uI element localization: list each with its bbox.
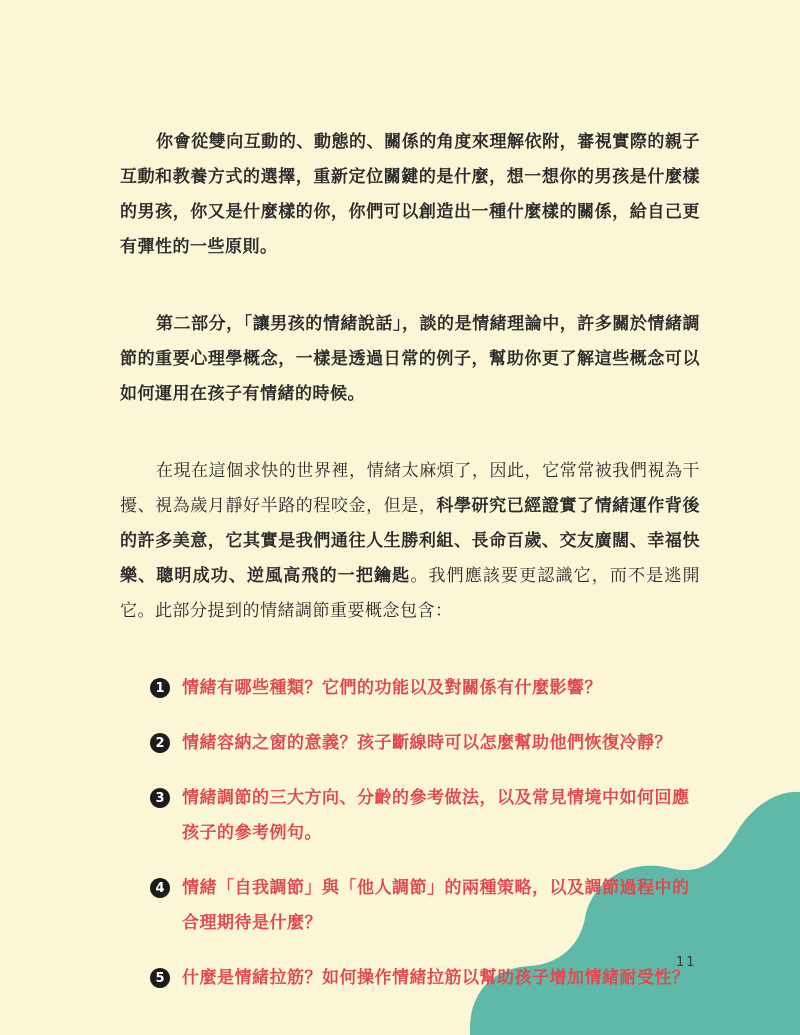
paragraph-emotions-outro: 。我們應該要更認識它，而不是逃開它。此部分提到的情緒調節重要概念包含： [120,566,701,621]
paragraph-emotions [120,454,700,629]
list-item-text: 情緒有哪些種類？它們的功能以及對關係有什麼影響？ [182,678,602,698]
paragraph-emotions-highlight: 科學研究已經證實了情緒運作背後的許多美意，它其實是我們通往人生勝利組、長命百歲、交友廣闊、幸福快樂、聰明成功、逆風高飛的一把鑰匙 [120,496,700,586]
list-item-text: 情緒「自我調節」與「他人調節」的兩種策略，以及調節過程中的合理期待是什麼？ [182,878,690,933]
list-item [120,961,700,996]
list-item-text: 什麼是情緒拉筋？如何操作情緒拉筋以幫助孩子增加情緒耐受性？ [182,968,690,988]
list-item [120,781,700,851]
concept-list [120,671,700,996]
list-item-text: 情緒容納之窗的意義？孩子斷線時可以怎麼幫助他們恢復冷靜？ [182,733,672,753]
number-badge: 2 [150,733,170,753]
list-item [120,726,700,761]
list-item [120,871,700,941]
number-badge: 3 [150,788,170,808]
page-content [120,125,700,1016]
number-badge: 5 [150,968,170,988]
paragraph-emotions-intro: 在現在這個求快的世界裡，情緒太麻煩了，因此，它常常被我們視為干擾、視為歲月靜好半路的程咬金，但是， [120,461,700,516]
page-number: 11 [676,955,697,970]
number-badge: 4 [150,878,170,898]
number-badge: 1 [150,678,170,698]
paragraph-attachment: 你會從雙向互動的、動態的、關係的角度來理解依附，審視實際的親子互動和教養方式的選擇，重新定位關鍵的是什麼，想一想你的男孩是什麼樣的男孩，你又是什麼樣的你，你們可以創造出一種什麼樣的關係，給自己更有彈性的一些原則。 [120,132,700,257]
list-item [120,671,700,706]
list-item-text: 情緒調節的三大方向、分齡的參考做法，以及常見情境中如何回應孩子的參考例句。 [182,788,690,843]
paragraph-part-two: 第二部分，「讓男孩的情緒說話」，談的是情緒理論中，許多關於情緒調節的重要心理學概念，一樣是透過日常的例子，幫助你更了解這些概念可以如何運用在孩子有情緒的時候。 [120,314,700,404]
